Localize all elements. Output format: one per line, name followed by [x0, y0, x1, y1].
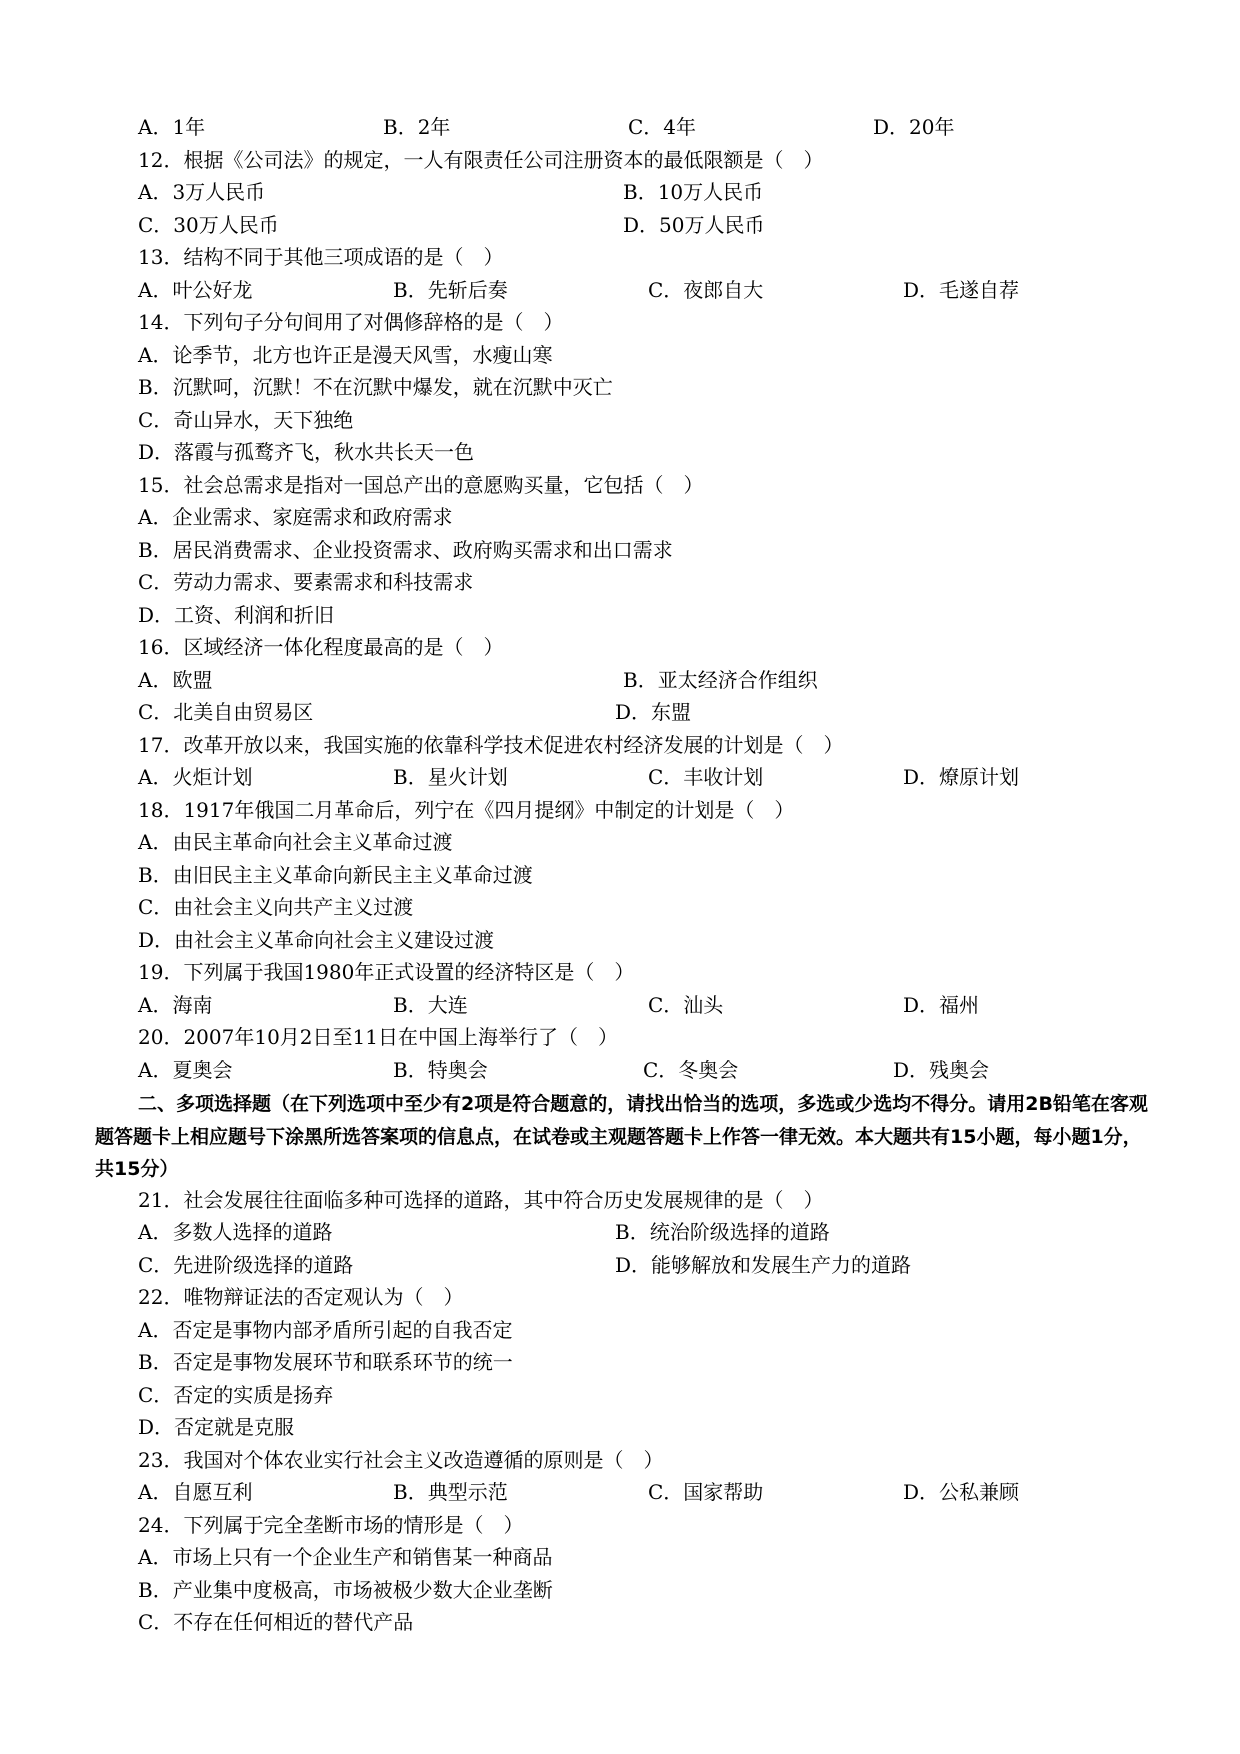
- q13-option-a: A．叶公好龙: [138, 278, 253, 302]
- q17-option-c: C．丰收计划: [648, 765, 764, 789]
- q15-option-a: A．企业需求、家庭需求和政府需求: [138, 505, 453, 529]
- q12-option-c: C．30万人民币: [138, 213, 279, 237]
- q13-option-d: D．毛遂自荐: [903, 278, 1020, 302]
- q23-option-b: B．典型示范: [393, 1480, 508, 1504]
- q11-option-d: D．20年: [873, 115, 955, 139]
- q19-option-a: A．海南: [138, 993, 213, 1017]
- question-24-stem: 24．下列属于完全垄断市场的情形是（ ）: [138, 1513, 524, 1537]
- q21-option-b: B．统治阶级选择的道路: [615, 1220, 830, 1244]
- q21-option-d: D．能够解放和发展生产力的道路: [615, 1253, 912, 1277]
- q22-option-b: B．否定是事物发展环节和联系环节的统一: [138, 1350, 513, 1374]
- question-19-stem: 19．下列属于我国1980年正式设置的经济特区是（ ）: [138, 960, 635, 984]
- q17-option-a: A．火炬计划: [138, 765, 253, 789]
- q16-option-d: D．东盟: [615, 700, 692, 724]
- q24-option-b: B．产业集中度极高，市场被极少数大企业垄断: [138, 1578, 553, 1602]
- question-18-stem: 18．1917年俄国二月革命后，列宁在《四月提纲》中制定的计划是（ ）: [138, 798, 795, 822]
- q18-option-b: B．由旧民主主义革命向新民主主义革命过渡: [138, 863, 533, 887]
- question-15-stem: 15．社会总需求是指对一国总产出的意愿购买量，它包括（ ）: [138, 473, 704, 497]
- question-13-stem: 13．结构不同于其他三项成语的是（ ）: [138, 245, 504, 269]
- question-23-stem: 23．我国对个体农业实行社会主义改造遵循的原则是（ ）: [138, 1448, 664, 1472]
- q23-option-a: A．自愿互利: [138, 1480, 253, 1504]
- q11-option-c: C．4年: [628, 115, 697, 139]
- q23-option-c: C．国家帮助: [648, 1480, 764, 1504]
- q20-option-b: B．特奥会: [393, 1058, 488, 1082]
- q14-option-c: C．奇山异水，天下独绝: [138, 408, 354, 432]
- q12-option-d: D．50万人民币: [623, 213, 765, 237]
- question-12-stem: 12．根据《公司法》的规定，一人有限责任公司注册资本的最低限额是（ ）: [138, 148, 824, 172]
- section-2-text: 二、多项选择题（在下列选项中至少有2项是符合题意的，请找出恰当的选项，多选或少选均不得分。请用2B铅笔在客观题答题卡上相应题号下涂黑所选答案项的信息点，在试卷或主观题答题卡上作答一律无效。本大题共有15小题，每小题1分，共15分）: [95, 1093, 1148, 1180]
- q18-option-c: C．由社会主义向共产主义过渡: [138, 895, 414, 919]
- question-21-stem: 21．社会发展往往面临多种可选择的道路，其中符合历史发展规律的是（ ）: [138, 1188, 824, 1212]
- q21-option-a: A．多数人选择的道路: [138, 1220, 333, 1244]
- q14-option-a: A．论季节，北方也许正是漫天风雪，水瘦山寒: [138, 343, 553, 367]
- q15-option-b: B．居民消费需求、企业投资需求、政府购买需求和出口需求: [138, 538, 673, 562]
- q24-option-a: A．市场上只有一个企业生产和销售某一种商品: [138, 1545, 553, 1569]
- q19-option-b: B．大连: [393, 993, 468, 1017]
- q20-option-a: A．夏奥会: [138, 1058, 233, 1082]
- question-14-stem: 14．下列句子分句间用了对偶修辞格的是（ ）: [138, 310, 564, 334]
- q21-option-c: C．先进阶级选择的道路: [138, 1253, 354, 1277]
- q17-option-b: B．星火计划: [393, 765, 508, 789]
- question-22-stem: 22．唯物辩证法的否定观认为（ ）: [138, 1285, 464, 1309]
- q20-option-c: C．冬奥会: [643, 1058, 739, 1082]
- q19-option-c: C．汕头: [648, 993, 724, 1017]
- question-20-stem: 20．2007年10月2日至11日在中国上海举行了（ ）: [138, 1025, 618, 1049]
- q19-option-d: D．福州: [903, 993, 980, 1017]
- q18-option-a: A．由民主革命向社会主义革命过渡: [138, 830, 453, 854]
- q22-option-a: A．否定是事物内部矛盾所引起的自我否定: [138, 1318, 513, 1342]
- section-2-heading: [95, 1088, 1155, 1186]
- q11-option-a: A．1年: [138, 115, 206, 139]
- q12-option-b: B．10万人民币: [623, 180, 764, 204]
- q16-option-c: C．北美自由贸易区: [138, 700, 314, 724]
- question-17-stem: 17．改革开放以来，我国实施的依靠科学技术促进农村经济发展的计划是（ ）: [138, 733, 844, 757]
- q15-option-c: C．劳动力需求、要素需求和科技需求: [138, 570, 474, 594]
- q20-option-d: D．残奥会: [893, 1058, 990, 1082]
- q13-option-b: B．先斩后奏: [393, 278, 508, 302]
- q12-option-a: A．3万人民币: [138, 180, 266, 204]
- q23-option-d: D．公私兼顾: [903, 1480, 1020, 1504]
- q16-option-b: B．亚太经济合作组织: [623, 668, 818, 692]
- question-16-stem: 16．区域经济一体化程度最高的是（ ）: [138, 635, 504, 659]
- q22-option-c: C．否定的实质是扬弃: [138, 1383, 334, 1407]
- q14-option-b: B．沉默呵，沉默！不在沉默中爆发，就在沉默中灭亡: [138, 375, 613, 399]
- q14-option-d: D．落霞与孤鹜齐飞，秋水共长天一色: [138, 440, 475, 464]
- q22-option-d: D．否定就是克服: [138, 1415, 295, 1439]
- q17-option-d: D．燎原计划: [903, 765, 1020, 789]
- q18-option-d: D．由社会主义革命向社会主义建设过渡: [138, 928, 495, 952]
- q15-option-d: D．工资、利润和折旧: [138, 603, 335, 627]
- q24-option-c: C．不存在任何相近的替代产品: [138, 1610, 414, 1634]
- q11-option-b: B．2年: [383, 115, 451, 139]
- q13-option-c: C．夜郎自大: [648, 278, 764, 302]
- q16-option-a: A．欧盟: [138, 668, 213, 692]
